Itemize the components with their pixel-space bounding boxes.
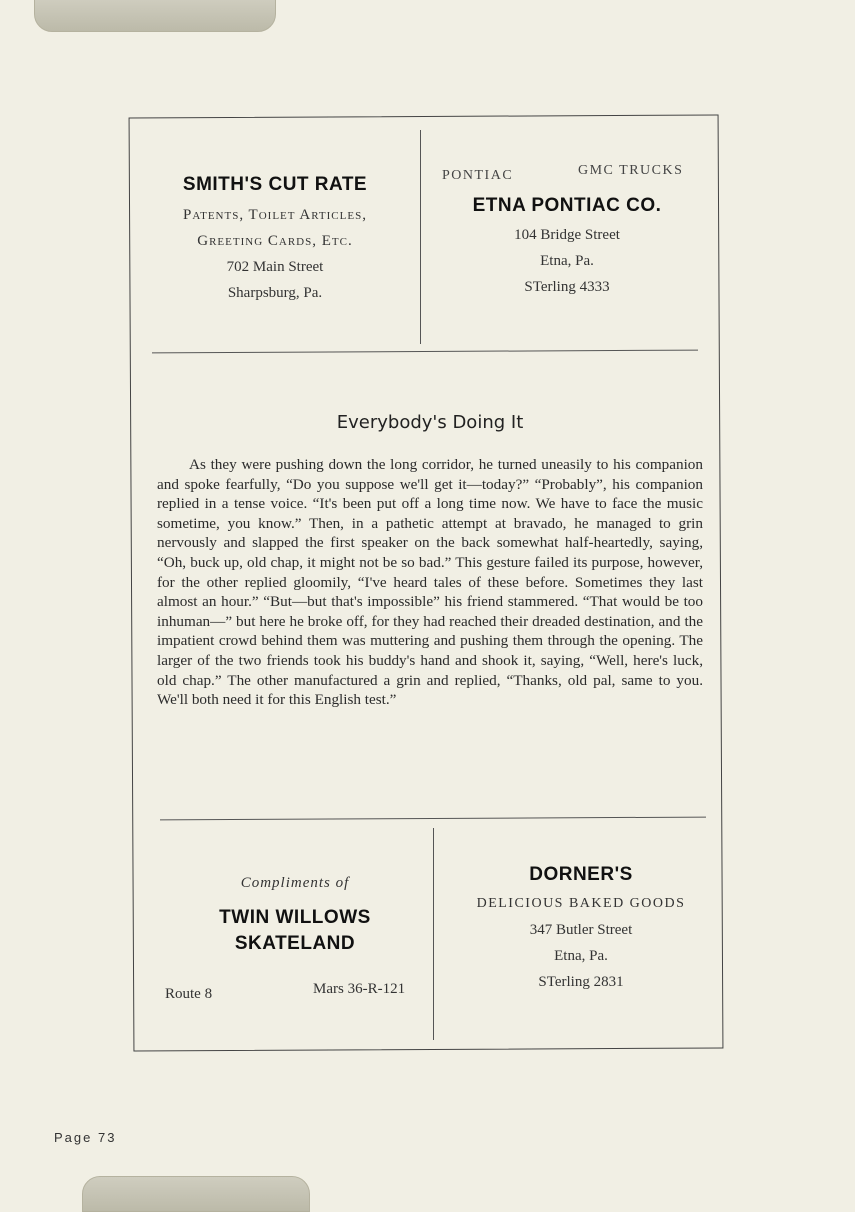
- smiths-name: SMITH'S CUT RATE: [182, 174, 368, 195]
- etna-city: Etna, Pa.: [540, 253, 594, 269]
- story-title: Everybody's Doing It: [336, 412, 524, 433]
- etna-address: 104 Bridge Street: [514, 227, 620, 243]
- twin-willows-name1: TWIN WILLOWS: [219, 907, 371, 928]
- story-body: As they were pushing down the long corridor, he turned uneasily to his companion and spoke fearfully, “Do you suppose we'll get it—today?” “Probably”, his companion replied in a tense voice. “It's been put off a long time now. We have to face the music sometime, you know.” Then, in a pathetic attempt at bravado, he managed to grin nervously and slapped the first speaker on the back somewhat half-heartedly, saying, “Oh, buck up, old chap, it might not be so bad.” This gesture failed its purpose, however, for the other replied gloomily, “I've heard tales of these before. Sometimes they last almost an hour.” “But—but that's impossible” his friend stammered. “That would be too inhuman—” but here he broke off, for they had reached their dreaded destination, and the impatient crowd behind them was muttering and pushing them through the opening. The larger of the two friends took his buddy's hand and shook it, saying, “Well, here's luck, old chap.” The other manufactured a grin and replied, “Thanks, old pal, same to you. We'll both need it for this English test.”: [157, 456, 703, 709]
- etna-phone: STerling 4333: [524, 279, 610, 295]
- dorners-name: DORNER'S: [529, 864, 633, 885]
- smiths-line2: Greeting Cards, Etc.: [197, 233, 353, 249]
- page-number: Page 73: [54, 1130, 117, 1145]
- smiths-address: 702 Main Street: [226, 259, 324, 275]
- bottom-divider-vertical: [433, 828, 434, 1040]
- twin-willows-name2: SKATELAND: [234, 933, 356, 954]
- ad-dorners: [450, 862, 712, 995]
- smiths-city: Sharpsburg, Pa.: [227, 285, 323, 301]
- compliments-text: Compliments of: [240, 875, 350, 891]
- gmc-trucks-tag: GMC TRUCKS: [578, 163, 684, 178]
- dorners-phone: STerling 2831: [538, 974, 624, 990]
- twin-willows-route: Route 8: [165, 986, 213, 1002]
- pontiac-tag: PONTIAC: [442, 168, 514, 183]
- page-tab-top: [34, 0, 276, 32]
- etna-name: ETNA PONTIAC CO.: [472, 195, 662, 216]
- top-divider-vertical: [420, 130, 421, 344]
- page-tab-bottom: [82, 1176, 310, 1212]
- dorners-tagline: DELICIOUS BAKED GOODS: [476, 896, 686, 911]
- ad-smiths-cut-rate: [150, 172, 400, 306]
- twin-willows-phone: Mars 36-R-121: [313, 981, 406, 997]
- smiths-line1: Patents, Toilet Articles,: [183, 207, 367, 223]
- dorners-address: 347 Butler Street: [529, 922, 633, 938]
- dorners-city: Etna, Pa.: [554, 948, 608, 964]
